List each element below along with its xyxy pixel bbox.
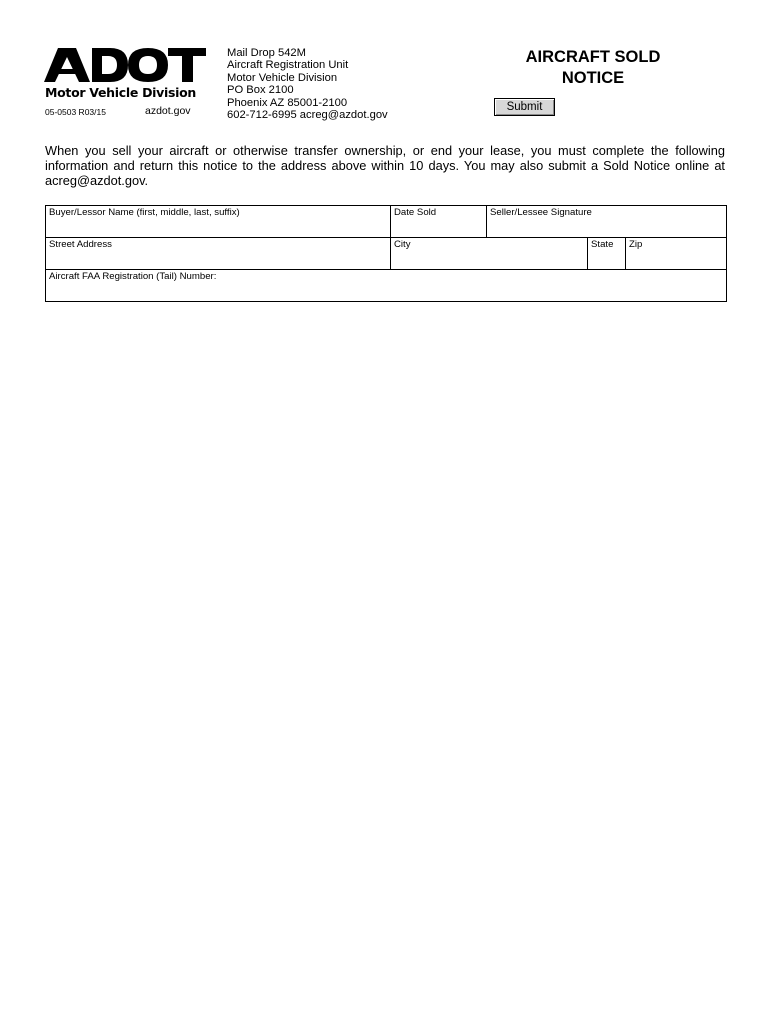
signature-field[interactable] xyxy=(487,206,727,238)
tail-number-field[interactable] xyxy=(46,270,727,302)
address-line: Phoenix AZ 85001-2100 xyxy=(227,96,348,109)
tail-number-label: Aircraft FAA Registration (Tail) Number: xyxy=(49,271,217,282)
adot-logo xyxy=(44,47,206,83)
city-field[interactable] xyxy=(391,238,588,270)
title-line-1: AIRCRAFT SOLD xyxy=(525,48,661,66)
state-field[interactable] xyxy=(588,238,626,270)
submit-button[interactable]: Submit xyxy=(494,98,555,116)
address-line: 602-712-6995 acreg@azdot.gov xyxy=(227,109,388,122)
address-line: PO Box 2100 xyxy=(227,84,294,97)
street-address-field[interactable] xyxy=(46,238,391,270)
form-code: 05-0503 R03/15 xyxy=(45,107,106,117)
state-label: State xyxy=(591,239,614,250)
intro-paragraph: When you sell your aircraft or otherwise transfer ownership, or end your lease, you must complete the following information and return this notice to the address above within 10 days. You may also submit a Sold Notice online at acreg@azdot.gov. xyxy=(45,143,725,188)
page-title xyxy=(500,47,686,89)
signature-label: Seller/Lessee Signature xyxy=(490,207,592,218)
sold-notice-form xyxy=(45,205,727,302)
buyer-name-label: Buyer/Lessor Name (first, middle, last, suffix) xyxy=(49,207,240,218)
date-sold-field[interactable] xyxy=(391,206,487,238)
logo-subtitle: Motor Vehicle Division xyxy=(45,85,196,100)
address-line: Motor Vehicle Division xyxy=(227,71,338,84)
website-link[interactable]: azdot.gov xyxy=(145,105,191,117)
mailing-address xyxy=(227,47,388,121)
title-line-2: NOTICE xyxy=(561,69,625,87)
zip-field[interactable] xyxy=(626,238,727,270)
street-address-label: Street Address xyxy=(49,239,112,250)
address-line: Aircraft Registration Unit xyxy=(227,59,349,72)
address-line: Mail Drop 542M xyxy=(227,47,306,59)
buyer-name-field[interactable] xyxy=(46,206,391,238)
date-sold-label: Date Sold xyxy=(394,207,437,218)
zip-label: Zip xyxy=(629,239,643,250)
city-label: City xyxy=(394,239,411,250)
adot-logo-mark xyxy=(44,47,206,83)
